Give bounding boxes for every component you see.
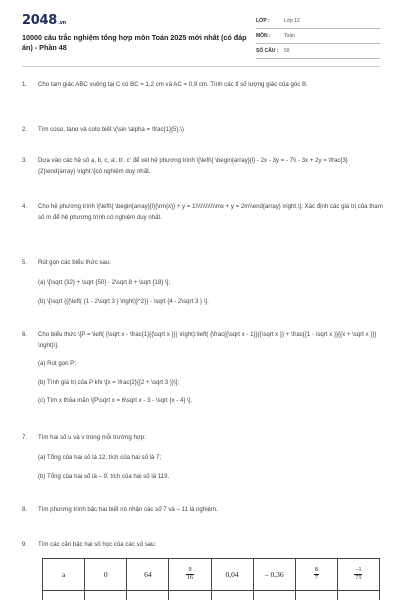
site-logo[interactable]	[22, 13, 66, 28]
question-stem: Cho biểu thức \[P = \left( {\sqrt x - \frac{1}{{\sqrt x }}} \right):\left( {\frac{{\sqrt x - 1}}{{\sqrt x }} + \frac{{1 - \sqrt x }}{{x + \sqrt x }}} \right)\].	[38, 331, 377, 349]
meta-grade	[256, 14, 380, 29]
question-number: 3.	[22, 157, 28, 164]
table-cell	[253, 591, 295, 600]
table-cell	[127, 591, 169, 600]
denominator: 16	[186, 575, 193, 581]
sub-question: (b) \[\sqrt {{{\left( {1 - 2\sqrt 3 } \right)}^2}} - \sqrt {4 - 2\sqrt 3 } \].	[38, 298, 209, 306]
numerator: –1	[355, 567, 362, 573]
question-stem: Tìm hai số u và v trong mỗi trường hợp:	[38, 434, 146, 441]
meta-question-count	[256, 44, 380, 59]
sub-question: (b) Tổng của hai số là – 9, tích của hai số là 119.	[38, 473, 170, 481]
values-table	[42, 558, 380, 600]
table-cell	[85, 591, 127, 600]
table-cell	[295, 559, 337, 591]
meta-value: Toán	[284, 33, 295, 39]
meta-value: 59	[284, 48, 290, 54]
question-number: 2.	[22, 126, 28, 133]
question-text: Cho tam giác ABC vuông tại C có BC = 1,2 cm và AC = 0,9 cm. Tính các tỉ số lượng giác của góc B.	[38, 81, 308, 88]
question-number: 6.	[22, 331, 28, 338]
fraction	[186, 567, 194, 582]
logo-text: 2048	[22, 13, 57, 28]
table-cell: 0,04	[211, 559, 253, 591]
question-text: Tìm các căn bậc hai số học của các số sau:	[38, 541, 157, 548]
meta-subject	[256, 29, 380, 44]
table-cell: 64	[127, 559, 169, 591]
question-number: 5.	[22, 259, 28, 266]
numerator: 9	[186, 567, 194, 575]
table-cell	[169, 559, 211, 591]
question-text: Cho hệ phương trình \[\left\{ \begin{array}{l}{\rm{x}} + y = 1\\\\\\\\\\\\mx + y = 2m\\end{array} \right.\]. Xác định các giá trị của tham số m để hệ phương trình có nghiệm duy nhất.	[38, 203, 383, 221]
table-cell: 0	[85, 559, 127, 591]
numerator: 8	[314, 567, 318, 573]
table-cell: a	[43, 559, 85, 591]
denominator: 7	[314, 575, 318, 581]
table-cell	[211, 591, 253, 600]
sub-question: (a) Tổng của hai số là 12, tích của hai số là 7;	[38, 453, 162, 461]
question-number: 7.	[22, 434, 28, 441]
table-cell	[295, 591, 337, 600]
table-cell: – 0,36	[253, 559, 295, 591]
table-row	[43, 591, 380, 600]
question-text: Dựa vào các hệ số a, b, c, a', b', c' để xét hệ phương trình \[\left\{ \begin{array}{l} - 2x - 3y = - 7\\ - 3x + 2y = \frac{3}{2}\end{array} \right.\]có nghiệm duy nhất.	[38, 157, 348, 175]
meta-value: Lớp 12	[284, 18, 300, 24]
document-header	[0, 0, 400, 66]
denominator: 75	[355, 575, 362, 581]
question-text	[38, 258, 384, 308]
question-number: 9.	[22, 541, 28, 548]
question-text: Tìm phương trình bậc hai biết nó nhận các số 7 và – 11 là nghiệm.	[38, 506, 218, 513]
logo-suffix: .vn	[57, 20, 66, 26]
fraction	[314, 567, 319, 582]
question-number: 4.	[22, 203, 28, 210]
sub-question: (c) Tìm x thỏa mãn \[P\sqrt x = 6\sqrt x - 3 - \sqrt {x - 4} \].	[38, 397, 193, 405]
question-number: 1.	[22, 81, 28, 88]
question-text	[38, 330, 384, 407]
sub-question: (a) Rút gọn P;	[38, 360, 76, 368]
meta-label: LỚP :	[256, 18, 270, 24]
table-cell	[337, 591, 379, 600]
sub-question: (b) Tính giá trị của P khi \[x = \frac{2}{{2 + \sqrt 3 }}\];	[38, 378, 180, 386]
question-text	[38, 433, 384, 483]
table-cell	[169, 591, 211, 600]
sub-question: (a) \[\sqrt {32} + \sqrt {50} - 2\sqrt 8 + \sqrt {18} \];	[38, 278, 171, 286]
meta-label: MÔN :	[256, 33, 271, 39]
table-cell	[43, 591, 85, 600]
page-title: 10000 câu trắc nghiệm tổng hợp môn Toán 2025 mới nhất (có đáp án) - Phần 48	[22, 33, 247, 52]
question-stem: Rút gọn các biểu thức sau:	[38, 259, 111, 266]
question-number: 8.	[22, 506, 28, 513]
table-cell	[337, 559, 379, 591]
fraction	[354, 567, 362, 582]
header-divider	[22, 66, 380, 67]
meta-label: SỐ CÂU :	[256, 48, 279, 54]
question-text: Tìm cosα, tanα và cotα biết \(\sin \alpha = \frac{1}{5}.\)	[38, 126, 184, 133]
table-row	[43, 559, 380, 591]
